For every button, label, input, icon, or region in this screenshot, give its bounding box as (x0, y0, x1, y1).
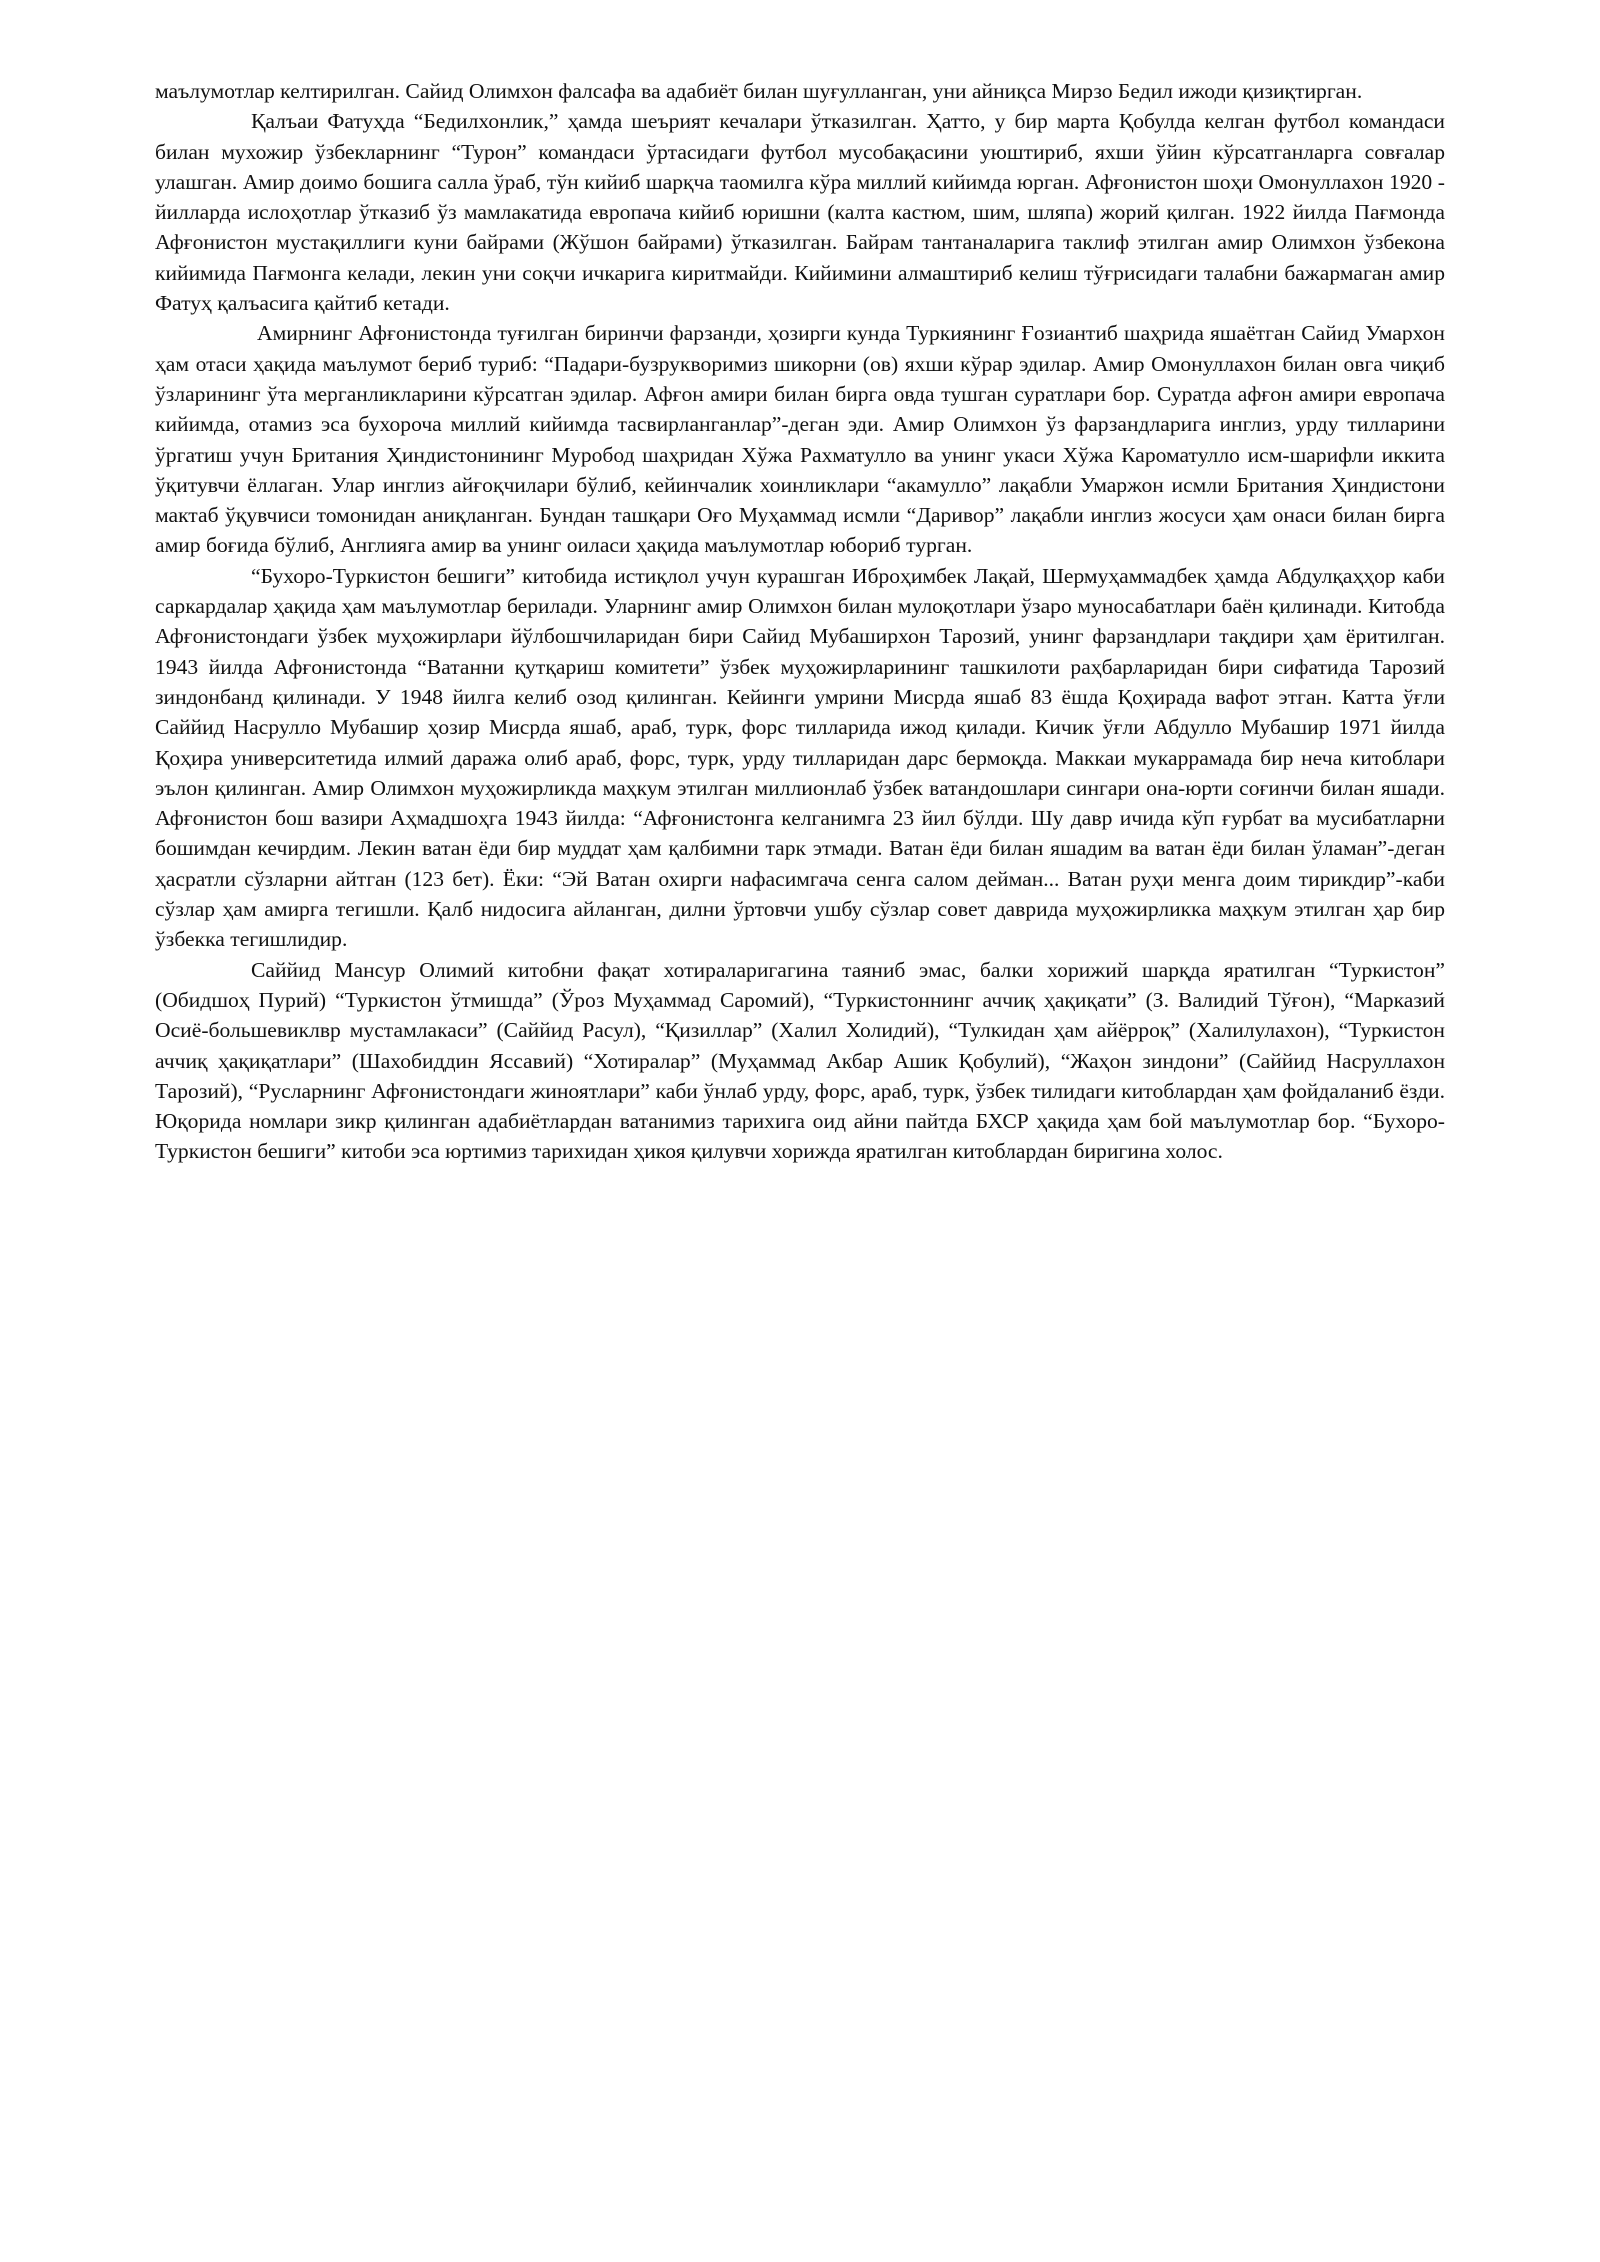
paragraph-5: Саййид Мансур Олимий китобни фақат хотираларигагина таяниб эмас, балки хорижий шарқда яратилган “Туркистон” (Обидшоҳ Пурий) “Туркистон ўтмишда” (Ўроз Муҳаммад Саромий), “Туркистоннинг аччиқ ҳақиқати” (З. Валидий Тўғон), “Марказий Осиё-большевиклвр мустамлакаси” (Саййид Расул), “Қизиллар” (Халил Холидий), “Тулкидан ҳам айёрроқ” (Халилулахон), “Туркистон аччиқ ҳақиқатлари” (Шахобиддин Яссавий) “Хотиралар” (Муҳаммад Акбар Ашик Қобулий), “Жаҳон зиндони” (Саййид Насруллахон Тарозий), “Русларнинг Афғонистондаги жиноятлари” каби ўнлаб урду, форс, араб, турк, ўзбек тилидаги китоблардан ҳам фойдаланиб ёзди. Юқорида номлари зикр қилинган адабиётлардан ватанимиз тарихига оид айни пайтда БХСР ҳақида ҳам бой маълумотлар бор. “Бухоро-Туркистон бешиги” китоби эса юртимиз тарихидан ҳикоя қилувчи хорижда яратилган китоблардан биригина холос. (155, 957, 1445, 1164)
paragraph-1: маълумотлар келтирилган. Сайид Олимхон фалсафа ва адабиёт билан шуғулланган, уни айниқса Мирзо Бедил ижоди қизиқтирган. (155, 79, 1363, 103)
paragraph-2: Қалъаи Фатуҳда “Бедилхонлик,” ҳамда шеърият кечалари ўтказилган. Ҳатто, у бир марта Қобулда келган футбол командаси билан мухожир ўзбекларнинг “Турон” командаси ўртасидаги футбол мусобақасини уюштириб, яхши ўйин кўрсатганларга совғалар улашган. Амир доимо бошига салла ўраб, тўн кийиб шарқча таомилга кўра миллий кийимда юрган. Афғонистон шоҳи Омонуллахон 1920 - йилларда ислоҳотлар ўтказиб ўз мамлакатида европача кийиб юришни (калта кастюм, шим, шляпа) жорий қилган. 1922 йилда Пағмонда Афғонистон мустақиллиги куни байрами (Жўшон байрами) ўтказилган. Байрам тантаналарига таклиф этилган амир Олимхон ўзбекона кийимида Пағмонга келади, лекин уни соқчи ичкарига киритмайди. Кийимини алмаштириб келиш тўғрисидаги талабни бажармаган амир Фатуҳ қалъасига қайтиб кетади. (155, 109, 1445, 316)
paragraph-3: Амирнинг Афғонистонда туғилган биринчи фарзанди, ҳозирги кунда Туркиянинг Ғозиантиб шаҳрида яшаётган Сайид Умархон ҳам отаси ҳақида маълумот бериб туриб: “Падари-бузрукворимиз шикорни (ов) яхши кўрар эдилар. Амир Омонуллахон билан овга чиқиб ўзларининг ўта мерганликларини кўрсатган эдилар. Афғон амири билан бирга овда тушган суратлари бор. Суратда афғон амири европача кийимда, отамиз эса бухороча миллий кийимда тасвирланганлар”-деган эди. Амир Олимхон ўз фарзандларига инглиз, урду тилларини ўргатиш учун Британия Ҳиндистонининг Муробод шаҳридан Хўжа Рахматулло ва унинг укаси Хўжа Кароматулло исм-шарифли иккита ўқитувчи ёллаган. Улар инглиз айғоқчилари бўлиб, кейинчалик хоинликлари “акамулло” лақабли Умаржон исмли Британия Ҳиндистони мактаб ўқувчиси томонидан аниқланган. Бундан ташқари Оғо Муҳаммад исмли “Даривор” лақабли инглиз жосуси ҳам онаси билан бирга амир боғида бўлиб, Англияга амир ва унинг оиласи ҳақида маълумотлар юбориб турган. (155, 321, 1445, 558)
paragraph-4: “Бухоро-Туркистон бешиги” китобида истиқлол учун курашган Иброҳимбек Лақай, Шермуҳаммадбек ҳамда Абдулқаҳҳор каби саркардалар ҳақида ҳам маълумотлар берилади. Уларнинг амир Олимхон билан мулоқотлари ўзаро муносабатлари баён қилинади. Китобда Афғонистондаги ўзбек муҳожирлари йўлбошчиларидан бири Сайид Мубаширхон Тарозий, унинг фарзандлари тақдири ҳам ёритилган. 1943 йилда Афғонистонда “Ватанни қутқариш комитети” ўзбек муҳожирларининг ташкилоти раҳбарларидан бири сифатида Тарозий зиндонбанд қилинади. У 1948 йилга келиб озод қилинган. Кейинги умрини Мисрда яшаб 83 ёшда Қоҳирада вафот этган. Катта ўғли Саййид Насрулло Мубашир ҳозир Мисрда яшаб, араб, турк, форс тилларида ижод қилади. Кичик ўғли Абдулло Мубашир 1971 йилда Қоҳира университетида илмий даража олиб араб, форс, турк, урду тилларидан дарс бермоқда. Маккаи мукаррамада бир неча китоблари эълон қилинган. Амир Олимхон муҳожирликда маҳкум этилган миллионлаб ўзбек ватандошлари сингари она-юрти соғинчи билан яшади. Афғонистон бош вазири Аҳмадшоҳга 1943 йилда: “Афғонистонга келганимга 23 йил бўлди. Шу давр ичида кўп ғурбат ва мусибатларни бошимдан кечирдим. Лекин ватан ёди бир муддат ҳам қалбимни тарк этмади. Ватан ёди билан яшадим ва ватан ёди билан ўламан”-деган ҳасратли сўзларни айтган (123 бет). Ёки: “Эй Ватан охирги нафасимгача сенга салом дейман... Ватан руҳи менга доим тирикдир”-каби сўзлар ҳам амирга тегишли. Қалб нидосига айланган, дилни ўртовчи ушбу сўзлар совет даврида муҳожирликка маҳкум этилган ҳар бир ўзбекка тегишлидир. (155, 563, 1445, 952)
document-page (155, 76, 1445, 1167)
